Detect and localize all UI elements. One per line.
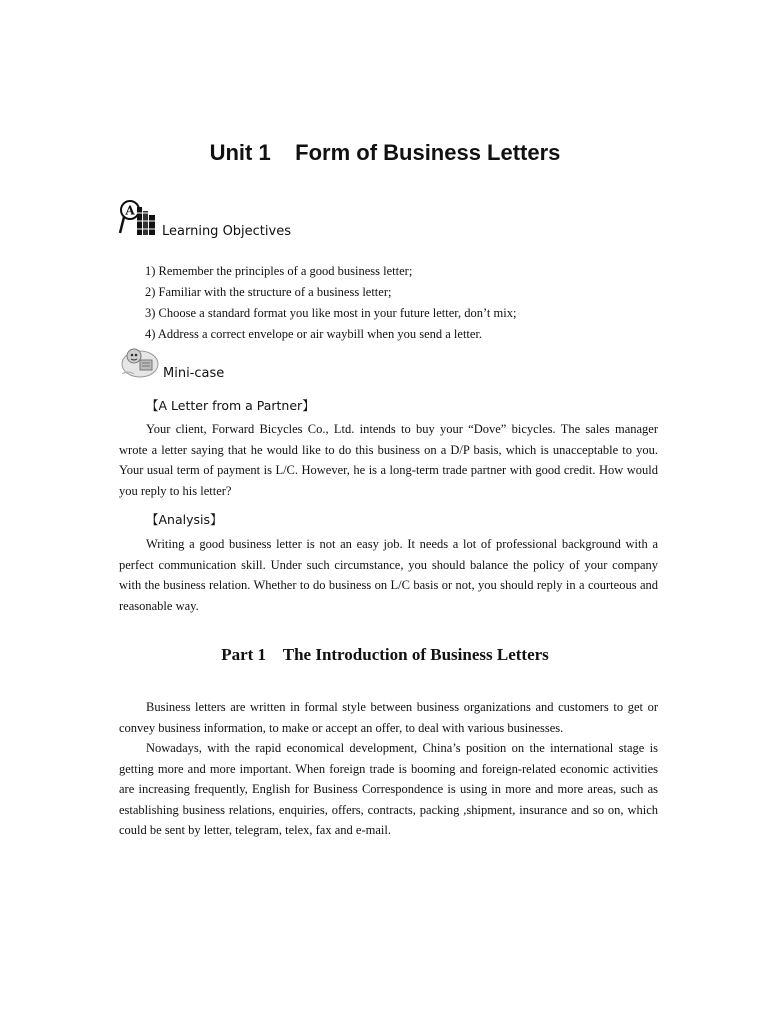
list-item: 3) Choose a standard format you like most in your future letter, don’t mix; bbox=[145, 306, 517, 320]
part-title: Part 1 The Introduction of Business Letters bbox=[221, 645, 549, 664]
objectives-books-icon bbox=[118, 198, 158, 240]
objectives-list bbox=[145, 261, 516, 345]
analysis-paragraph: Writing a good business letter is not an easy job. It needs a lot of professional background with a perfect communication skill. Under such circumstance, you should balance the policy of your company with the business relation. Whether to do business on L/C basis or not, you should reply in a courteous and reasonable way. bbox=[119, 537, 658, 613]
svg-text:A: A bbox=[125, 203, 135, 218]
analysis-heading: 【Analysis】 bbox=[146, 512, 223, 527]
body-paragraph: Nowadays, with the rapid economical development, China’s position on the international stage is getting more and more important. When foreign trade is booming and foreign-related economic activities are increasing frequently, English for Business Correspondence is using in more and more areas, such as establishing business relations, enquiries, offers, contracts, packing ,shipment, insurance and so on, which could be sent by letter, telegram, telex, fax and e-mail. bbox=[119, 741, 658, 837]
list-item: 4) Address a correct envelope or air waybill when you send a letter. bbox=[145, 327, 483, 341]
list-item: 2) Familiar with the structure of a business letter; bbox=[145, 285, 392, 299]
minicase-cartoon-icon bbox=[118, 344, 160, 380]
mini-case-header bbox=[118, 344, 318, 384]
mini-case-subheading: 【A Letter from a Partner】 bbox=[146, 398, 315, 413]
learning-objectives-heading: Learning Objectives bbox=[162, 224, 291, 239]
learning-objectives-header bbox=[118, 198, 318, 238]
unit-title: Unit 1 Form of Business Letters bbox=[209, 140, 561, 165]
body-paragraph: Business letters are written in formal style between business organizations and customers to get or convey business information, to make or accept an offer, to deal with various businesses. bbox=[119, 700, 658, 735]
list-item: 1) Remember the principles of a good business letter; bbox=[145, 264, 413, 278]
mini-case-heading: Mini-case bbox=[163, 366, 225, 381]
mini-case-paragraph: Your client, Forward Bicycles Co., Ltd. intends to buy your “Dove” bicycles. The sales manager wrote a letter saying that he would like to do this business on a D/P basis, which is unacceptable to you. Your usual term of payment is L/C. However, he is a long-term trade partner with good credit. How would you reply to his letter? bbox=[119, 422, 658, 498]
